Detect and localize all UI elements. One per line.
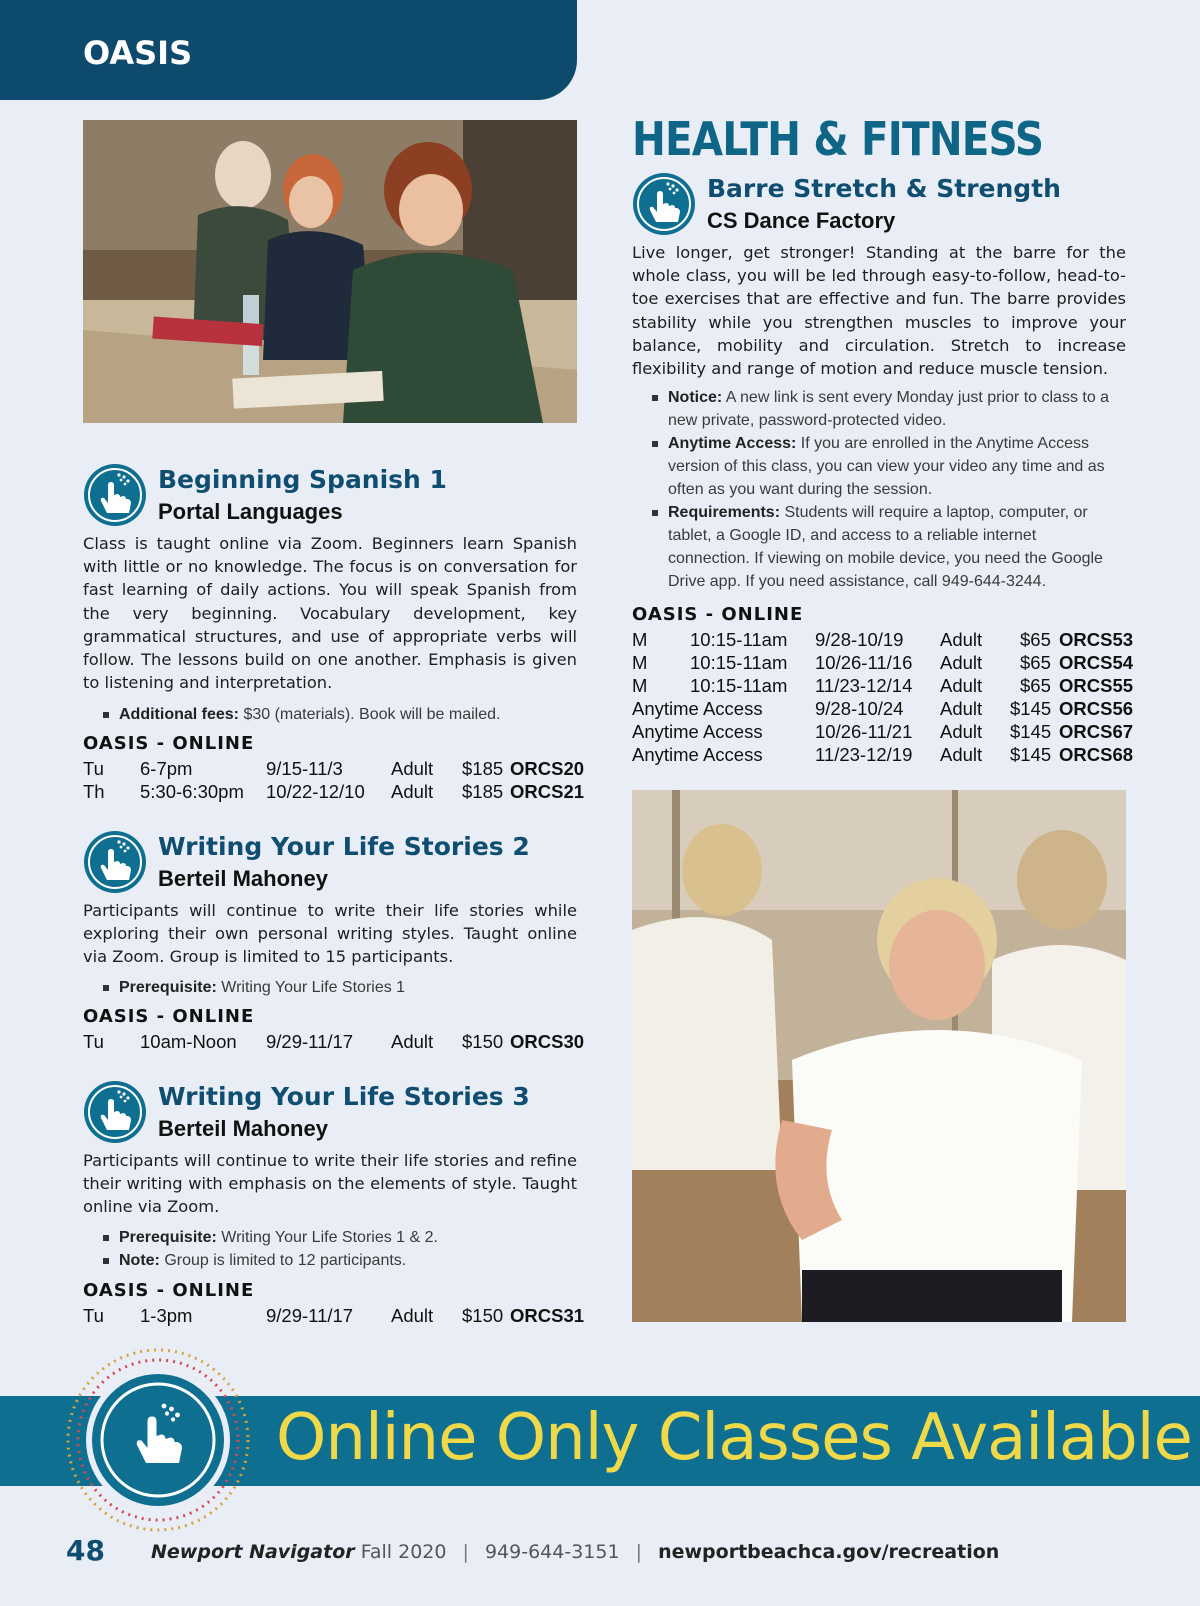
separator: | xyxy=(635,1541,643,1563)
online-hand-icon xyxy=(83,830,147,894)
course-description: Participants will continue to write their life stories while exploring their own personal writing styles. Taught online via Zoom. Group is limited to 15 participants. xyxy=(83,901,577,967)
section-heading: HEALTH & FITNESS xyxy=(632,112,1044,166)
schedule-row: Tu 10am-Noon 9/29-11/17 Adult $150 ORCS30 xyxy=(83,1031,585,1052)
course-notes xyxy=(652,386,1122,593)
course-instructor: Berteil Mahoney xyxy=(158,866,328,891)
schedule-row: Th 5:30-6:30pm 10/22-12/10 Adult $185 ORCS21 xyxy=(83,781,585,802)
photo-seniors-at-table xyxy=(83,120,577,423)
course-description: Class is taught online via Zoom. Beginners learn Spanish with little or no knowledge. The focus is on conversation for fast learning of daily actions. You will speak Spanish from the very beginning. Vocabulary development, key grammatical structures, and use of appropriate verbs will follow. The lessons build on one another. Emphasis is given to listening and interpretation. xyxy=(83,534,577,693)
note-item: Prerequisite: Writing Your Life Stories 1 xyxy=(103,976,405,999)
page-footer xyxy=(66,1534,999,1567)
schedule-row: Anytime Access 9/28-10/24 Adult $145 ORCS56 xyxy=(632,698,1134,719)
note-item: Additional fees: $30 (materials). Book will be mailed. xyxy=(103,703,500,726)
course-instructor: Portal Languages xyxy=(158,499,343,524)
website-url: newportbeachca.gov/recreation xyxy=(658,1541,1000,1563)
banner-text: Online Only Classes Available xyxy=(276,1401,1192,1475)
schedule-row: M 10:15-11am 11/23-12/14 Adult $65 ORCS55 xyxy=(632,675,1134,696)
course-writing-life-stories-3 xyxy=(83,1080,585,1340)
online-hand-icon xyxy=(83,463,147,527)
course-instructor: CS Dance Factory xyxy=(707,208,896,233)
schedule-heading: OASIS - ONLINE xyxy=(83,733,255,754)
course-beginning-spanish-1 xyxy=(83,463,585,813)
course-notes xyxy=(103,1226,438,1272)
online-hand-icon xyxy=(64,1346,252,1534)
note-item: Prerequisite: Writing Your Life Stories 1 & 2. xyxy=(103,1226,438,1249)
section-header-tab xyxy=(0,0,577,100)
course-description: Participants will continue to write their life stories and refine their writing with emphasis on the elements of style. Taught online via Zoom. xyxy=(83,1151,577,1217)
schedule-row: Tu 1-3pm 9/29-11/17 Adult $150 ORCS31 xyxy=(83,1305,585,1326)
note-item: Notice: A new link is sent every Monday just prior to class to a new private, password-protected video. xyxy=(652,386,1122,432)
course-title: Barre Stretch & Strength xyxy=(707,174,1061,203)
course-title: Writing Your Life Stories 2 xyxy=(158,832,530,861)
note-item: Note: Group is limited to 12 participants. xyxy=(103,1249,438,1272)
schedule-row: Tu 6-7pm 9/15-11/3 Adult $185 ORCS20 xyxy=(83,758,585,779)
season: Fall 2020 xyxy=(360,1541,447,1563)
page-number: 48 xyxy=(66,1534,105,1567)
schedule-row: M 10:15-11am 10/26-11/16 Adult $65 ORCS54 xyxy=(632,652,1134,673)
course-notes xyxy=(103,976,405,999)
schedule-row: Anytime Access 10/26-11/21 Adult $145 ORCS67 xyxy=(632,721,1134,742)
course-writing-life-stories-2 xyxy=(83,830,585,1060)
course-notes xyxy=(103,703,500,726)
photo-barre-class xyxy=(632,790,1126,1322)
note-item: Requirements: Students will require a laptop, computer, or tablet, a Google ID, and access to a reliable internet connection. If viewing on mobile device, you need the Google Drive app. If you need assistance, call 949-644-3244. xyxy=(652,501,1122,593)
online-hand-icon xyxy=(83,1080,147,1144)
schedule-row: M 10:15-11am 9/28-10/19 Adult $65 ORCS53 xyxy=(632,629,1134,650)
note-item: Anytime Access: If you are enrolled in the Anytime Access version of this class, you can view your video any time and as often as you want during the session. xyxy=(652,432,1122,501)
schedule-heading: OASIS - ONLINE xyxy=(83,1006,255,1027)
separator: | xyxy=(462,1541,469,1563)
course-title: Beginning Spanish 1 xyxy=(158,465,447,494)
schedule-heading: OASIS - ONLINE xyxy=(83,1280,255,1301)
publication-name: Newport Navigator xyxy=(151,1541,355,1563)
schedule-heading: OASIS - ONLINE xyxy=(632,604,804,625)
course-instructor: Berteil Mahoney xyxy=(158,1116,328,1141)
online-hand-icon xyxy=(632,172,696,236)
course-title: Writing Your Life Stories 3 xyxy=(158,1082,530,1111)
section-header-label: OASIS xyxy=(83,34,193,72)
course-barre-stretch-strength xyxy=(632,172,1134,772)
schedule-row: Anytime Access 11/23-12/19 Adult $145 ORCS68 xyxy=(632,744,1134,765)
phone-number: 949-644-3151 xyxy=(484,1541,620,1563)
course-description: Live longer, get stronger! Standing at the barre for the whole class, you will be led through easy-to-follow, head-to-toe exercises that are effective and fun. The barre provides stability while you strengthen muscles to improve your balance, mobility and circulation. Stretch to increase flexibility and range of motion and reduce muscle tension. xyxy=(632,243,1126,379)
